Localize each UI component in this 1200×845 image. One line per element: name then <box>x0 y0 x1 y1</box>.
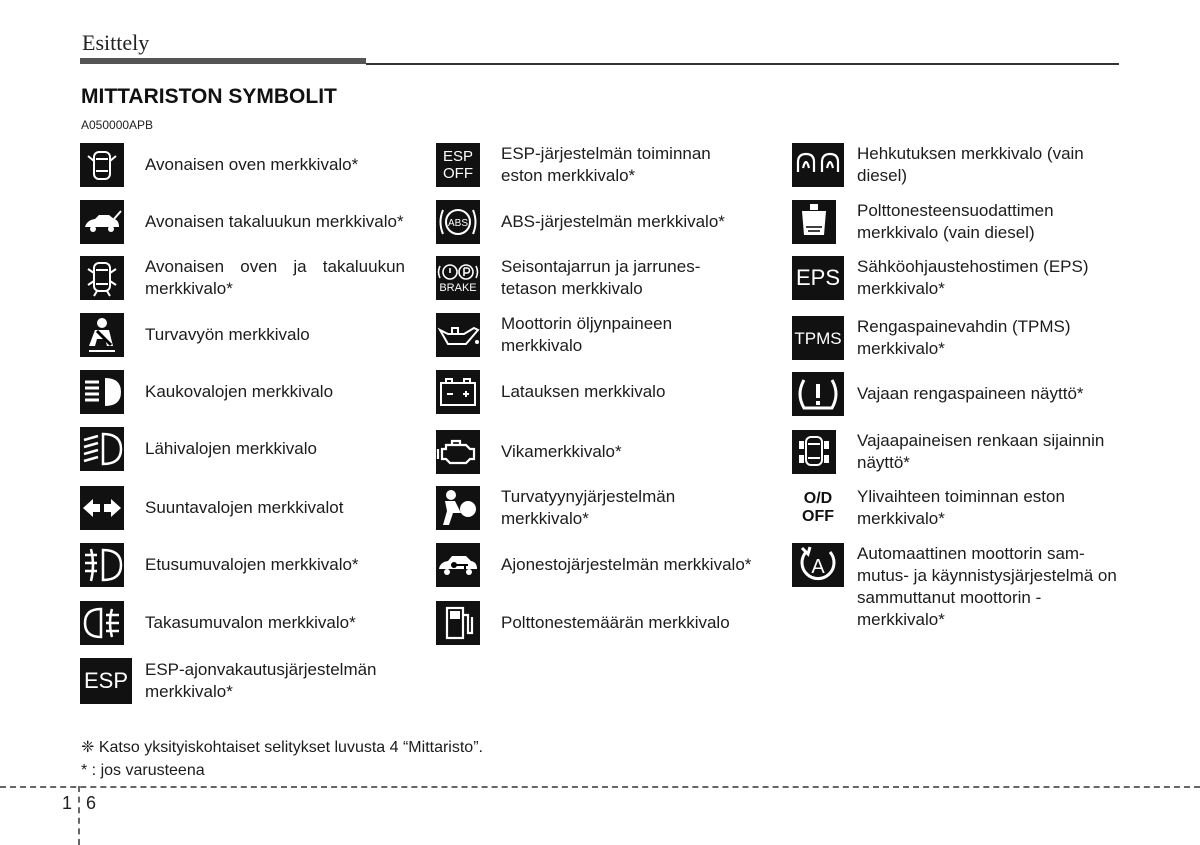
reference-code: A050000APB <box>81 118 154 132</box>
symbol-row <box>792 200 1092 244</box>
turn-signal-icon <box>80 486 124 530</box>
symbol-row <box>792 316 1112 360</box>
high-beam-icon <box>80 370 124 414</box>
symbol-label: Turvatyynyjärjestelmän merkkivalo* <box>501 487 676 528</box>
door-open-icon <box>80 143 124 187</box>
front-fog-icon <box>80 543 124 587</box>
svg-text:A: A <box>811 556 825 578</box>
symbol-label: Avonaisen oven ja takaluukun merkkivalo* <box>145 257 405 298</box>
symbol-row <box>80 200 425 244</box>
symbol-row <box>436 200 766 244</box>
symbol-row <box>792 486 1112 530</box>
symbol-label: Kaukovalojen merkkivalo <box>145 382 334 401</box>
symbol-row <box>792 372 1112 416</box>
od-off-icon: O/D OFF <box>792 486 844 530</box>
symbol-label: Polttonestemäärän merkkivalo <box>501 613 730 632</box>
symbol-row <box>436 313 756 357</box>
low-beam-icon <box>80 427 124 471</box>
symbol-row <box>80 313 410 357</box>
symbol-row <box>436 543 756 587</box>
trunk-open-icon <box>80 200 124 244</box>
seat-belt-icon <box>80 313 124 357</box>
symbol-label: Etusumuvalojen merkkivalo* <box>145 555 359 574</box>
symbol-row <box>80 601 410 645</box>
symbol-label: Vikamerkkivalo* <box>501 442 622 461</box>
tire-position-icon <box>792 430 836 474</box>
symbol-row <box>792 543 1122 631</box>
footnotes <box>81 736 483 782</box>
symbol-row <box>80 543 410 587</box>
symbol-label: ESP-järjestelmän toiminnan eston merkkivalo* <box>501 144 711 185</box>
page-title: MITTARISTON SYMBOLIT <box>81 85 337 108</box>
symbol-label: Takasumuvalon merkkivalo* <box>145 613 356 632</box>
battery-icon <box>436 370 480 414</box>
symbol-row <box>436 143 756 187</box>
symbol-row <box>80 143 420 187</box>
symbol-label: ABS-järjestelmän merkkivalo* <box>501 212 725 231</box>
footnote-optional: * : jos varusteena <box>81 762 205 779</box>
symbol-row <box>792 143 1092 187</box>
symbol-label: ESP-ajonvakautusjärjestelmän merkkivalo* <box>145 660 377 701</box>
footnote-reference: ❈ Katso yksityiskohtaiset selitykset luvusta 4 “Mittaristo”. <box>81 739 483 756</box>
header-rule-thick <box>80 58 366 64</box>
esp-off-icon: ESP OFF <box>436 143 480 187</box>
page-number-divider <box>78 786 80 845</box>
page-number: 6 <box>86 793 97 813</box>
footer-divider <box>0 786 1200 788</box>
symbol-row <box>436 256 756 300</box>
tpms-icon: TPMS <box>792 316 844 360</box>
chapter-number: 1 <box>62 793 73 813</box>
symbol-label: Moottorin öljynpaineen merkkivalo <box>501 314 673 355</box>
brake-icon: BRAKE <box>436 256 480 300</box>
symbol-row <box>436 370 756 414</box>
symbol-label: Hehkutuksen merkkivalo (vain diesel) <box>857 144 1084 185</box>
esp-icon: ESP <box>80 658 132 704</box>
symbol-label: Rengaspainevahdin (TPMS) merkkivalo* <box>857 317 1071 358</box>
fuel-icon <box>436 601 480 645</box>
symbol-row <box>436 486 756 530</box>
symbol-label: Latauksen merkkivalo <box>501 382 666 401</box>
symbol-label: Avonaisen takaluukun merkkivalo* <box>145 212 404 231</box>
rear-fog-icon <box>80 601 124 645</box>
symbol-row <box>80 370 410 414</box>
section-header: Esittely <box>82 30 150 55</box>
svg-text:ABS: ABS <box>447 218 469 229</box>
symbol-row <box>436 430 756 474</box>
symbol-row <box>436 601 766 645</box>
symbol-label: Vajaapaineisen renkaan sijainnin näyttö* <box>857 431 1105 472</box>
low-tire-pressure-icon <box>792 372 844 416</box>
immobilizer-icon <box>436 543 480 587</box>
symbol-label: Automaattinen moottorin sam-mutus- ja käynnistysjärjestelmä on sammuttanut moottorin -merkkivalo* <box>857 544 1117 629</box>
auto-stop-icon <box>792 543 844 587</box>
fuel-filter-icon <box>792 200 836 244</box>
symbol-label: Ylivaihteen toiminnan eston merkkivalo* <box>857 487 1065 528</box>
airbag-icon <box>436 486 480 530</box>
symbol-row <box>80 486 410 530</box>
symbol-label: Sähköohjaustehostimen (EPS) merkkivalo* <box>857 257 1089 298</box>
header-rule-thin <box>366 63 1119 65</box>
symbol-label: Suuntavalojen merkkivalot <box>145 498 344 517</box>
check-engine-icon <box>436 430 480 474</box>
door-trunk-open-icon <box>80 256 124 300</box>
symbol-label: Ajonestojärjestelmän merkkivalo* <box>501 555 752 574</box>
symbol-row <box>792 256 1112 300</box>
symbol-label: Avonaisen oven merkkivalo* <box>145 155 359 174</box>
symbol-label: Vajaan rengaspaineen näyttö* <box>857 384 1084 403</box>
symbol-row <box>792 430 1112 474</box>
symbol-label: Polttonesteensuodattimen merkkivalo (vain diesel) <box>857 201 1054 242</box>
symbol-row <box>80 427 410 471</box>
symbol-label: Seisontajarrun ja jarrunes-tetason merkkivalo <box>501 257 701 298</box>
oil-pressure-icon <box>436 313 480 357</box>
symbol-label: Turvavyön merkkivalo <box>145 325 310 344</box>
eps-icon: EPS <box>792 256 844 300</box>
symbol-label: Lähivalojen merkkivalo <box>145 439 317 458</box>
symbol-row <box>80 658 420 704</box>
symbol-row <box>80 256 410 300</box>
abs-icon <box>436 200 480 244</box>
glow-plug-icon <box>792 143 844 187</box>
